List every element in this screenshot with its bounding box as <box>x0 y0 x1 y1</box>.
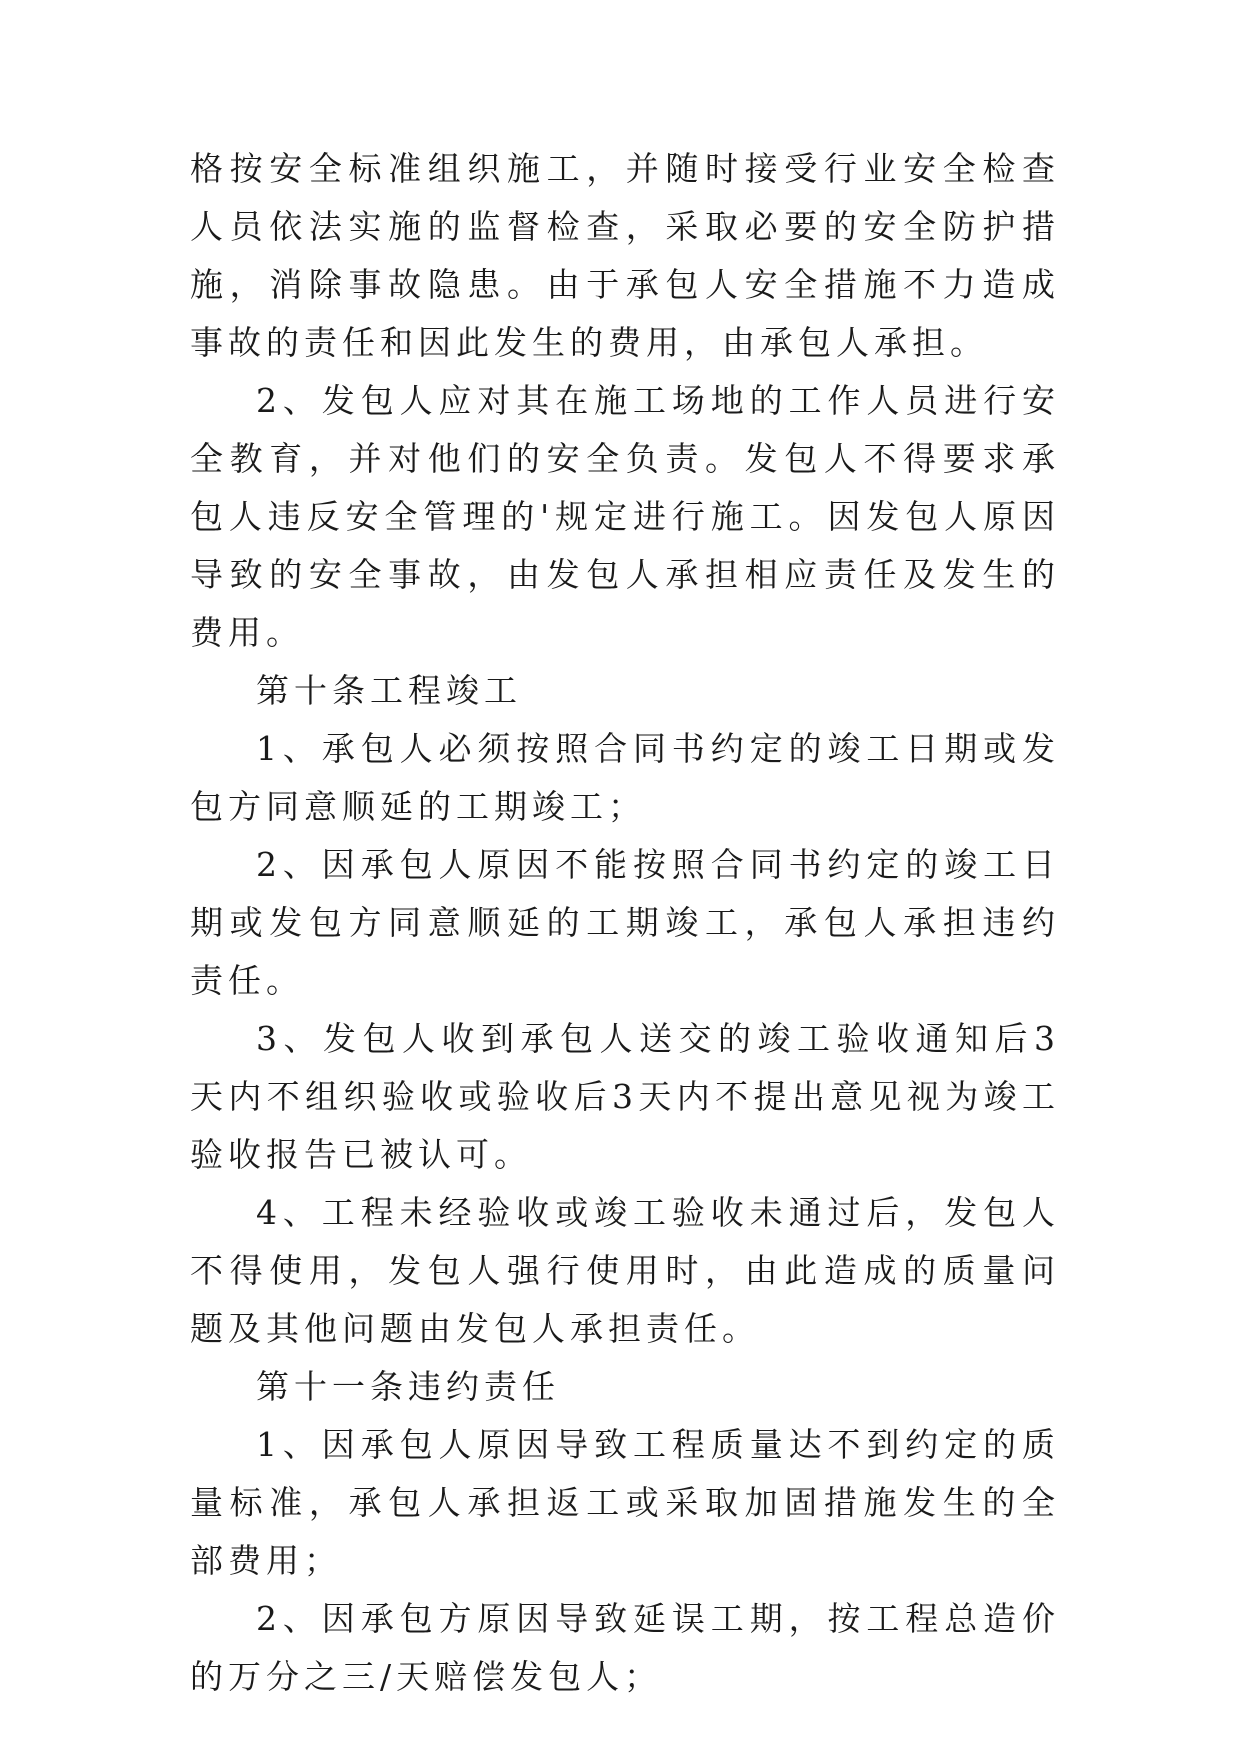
paragraph-completion-1: 1、承包人必须按照合同书约定的竣工日期或发包方同意顺延的工期竣工； <box>190 729 1060 826</box>
paragraph-liability-2: 2、因承包方原因导致延误工期，按工程总造价的万分之三/天赔偿发包人； <box>190 1599 1060 1696</box>
paragraph-completion-3: 3、发包人收到承包人送交的竣工验收通知后3天内不组织验收或验收后3天内不提出意见视为竣工验收报告已被认可。 <box>190 1019 1060 1174</box>
paragraph-employer-safety: 2、发包人应对其在施工场地的工作人员进行安全教育，并对他们的安全负责。发包人不得要求承包人违反安全管理的'规定进行施工。因发包人原因导致的安全事故，由发包人承担相应责任及发生的费用。 <box>190 381 1060 652</box>
paragraph-completion-2: 2、因承包人原因不能按照合同书约定的竣工日期或发包方同意顺延的工期竣工，承包人承担违约责任。 <box>190 845 1060 1000</box>
paragraph-completion-4: 4、工程未经验收或竣工验收未通过后，发包人不得使用，发包人强行使用时，由此造成的质量问题及其他问题由发包人承担责任。 <box>190 1193 1060 1348</box>
section-heading-completion: 第十条工程竣工 <box>256 671 522 710</box>
paragraph-safety-standards: 格按安全标准组织施工，并随时接受行业安全检查人员依法实施的监督检查，采取必要的安全防护措施，消除事故隐患。由于承包人安全措施不力造成事故的责任和因此发生的费用，由承包人承担。 <box>190 149 1060 362</box>
section-heading-liability: 第十一条违约责任 <box>256 1367 560 1406</box>
paragraph-liability-1: 1、因承包人原因导致工程质量达不到约定的质量标准，承包人承担返工或采取加固措施发生的全部费用； <box>190 1425 1060 1580</box>
document-page <box>190 140 1060 1706</box>
